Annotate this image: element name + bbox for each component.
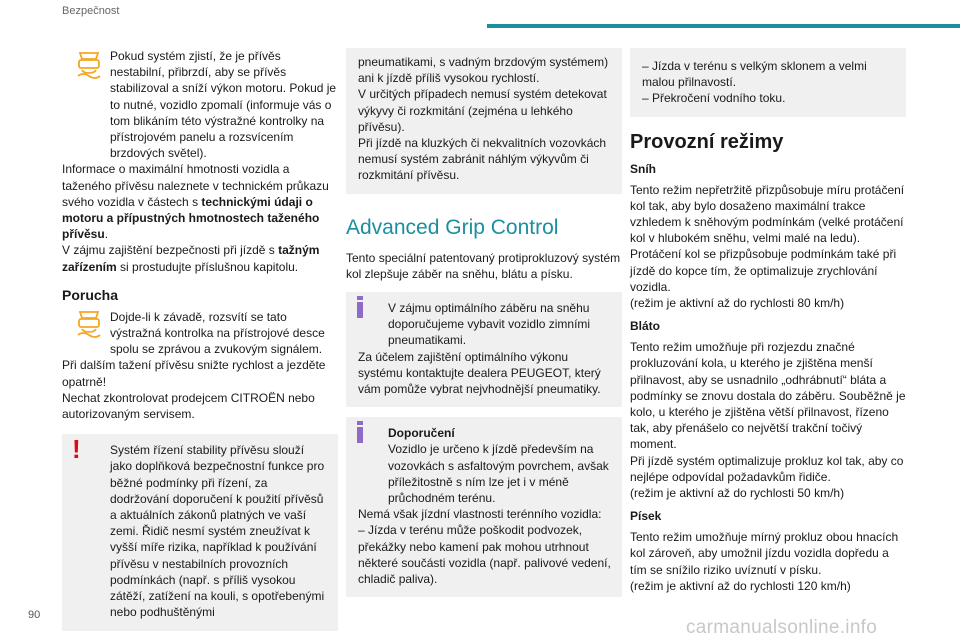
- recommendation-title: Doporučení: [388, 426, 455, 441]
- info-icon: [355, 296, 365, 318]
- fault-block: [62, 309, 338, 422]
- recommendation-text-2: Nemá však jízdní vlastnosti terénního vozidla:: [358, 507, 602, 522]
- fault-text-2: Při dalším tažení přívěsu snižte rychlost a jezděte opatrně!: [62, 358, 326, 389]
- sand-limit: (režim je aktivní až do rychlosti 120 km/h): [630, 578, 851, 593]
- continuation-text-1: pneumatikami, s vadným brzdovým systémem) ani k jízdě příliš vysokou rychlostí.: [358, 55, 609, 86]
- warning-text: Systém řízení stability přívěsu slouží jako doplňková bezpečnostní funkce pro běžné podmínky při řízení, za dodržování doporučení k použití přívěsů a aktuálních zákonů platných ve vaší zemi. Řidič nesmí systém zneužívat k vyšší míře rizika, například k používání přívěsu v nestabilních provozních podmínkách (např. s příliš vysokou zátěží, zatížení na kouli, s opotřebenými nebo podhuštěnými: [110, 443, 325, 620]
- continuation-item-1: – Jízda v terénu s velkým sklonem a velmi malou přilnavostí.: [642, 59, 867, 90]
- warning-box: [62, 434, 338, 630]
- recommendation-text-1: Vozidlo je určeno k jízdě především na vozovkách s asfaltovým povrchem, avšak příležitostně s ním lze jet i v méně průchodném terénu.: [388, 442, 609, 506]
- intro-text: Pokud systém zjistí, že je přívěs nestabilní, přibrzdí, aby se přívěs stabilizoval a sníží výkon motoru. Pokud je to nutné, vozidlo zpomalí (informuje vás o tom blikáním této výstražné kontrolky na přístrojovém panelu a rozsvícením brzdových světel).: [110, 49, 337, 161]
- safety-info: V zájmu zajištění bezpečnosti při jízdě s tažným zařízením si prostudujte příslušnou kapitolu.: [62, 243, 320, 274]
- exclamation-icon: !: [72, 434, 81, 465]
- mud-text-1: Tento režim umožňuje při rozjezdu značné prokluzování kola, u kterého je zjištěna menší přilnavost, aby se usnadnilo „odhrábnutí“ bláta a podmínky se znovu dostala do záběru. Souběžně je kolo, u kterého je zjištěna větší přilnavost, řízeno tak, aby přenášelo co největší trakční točivý moment.: [630, 340, 906, 452]
- continuation-text-2: V určitých případech nemusí systém detekovat výkyvy či rozkmitání (zejména u lehkého přívěsu).: [358, 87, 607, 134]
- continuation-text-3: Při jízdě na kluzkých či nekvalitních vozovkách nemusí systém zabránit náhlým výkyvům či rozkmitání přívěsu.: [358, 136, 607, 183]
- tyres-text-2: Za účelem zajištění optimálního výkonu systému kontaktujte dealera PEUGEOT, který vám pomůže vybrat nejvhodnější pneumatiky.: [358, 349, 601, 397]
- warning-box-continuation: [346, 48, 622, 194]
- fault-text-3: Nechat zkontrolovat prodejcem CITROËN nebo autorizovaným servisem.: [62, 390, 315, 422]
- column-2: [346, 48, 622, 597]
- trailer-intro-block: [62, 48, 338, 161]
- mud-text-2: Při jízdě systém optimalizuje prokluz kol tak, aby co nejlépe odpovídal požadavkům řidiče.: [630, 453, 904, 484]
- page-number: 90: [28, 609, 41, 621]
- info-box-continuation: [630, 48, 906, 117]
- tyres-text-1: V zájmu optimálního záběru na sněhu doporučujeme vybavit vozidlo zimními pneumatikami.: [388, 301, 591, 348]
- trailer-stability-warning-icon: [74, 50, 104, 80]
- fault-text-1: Dojde-li k závadě, rozsvítí se tato výstražná kontrolka na přístrojové desce spolu se zprávou a zvukovým signálem.: [110, 309, 325, 357]
- modes-heading: Provozní režimy: [630, 130, 784, 153]
- grip-heading: Advanced Grip Control: [346, 215, 559, 239]
- info-box-recommendation: [346, 417, 622, 597]
- fault-heading: Porucha: [62, 286, 119, 303]
- recommendation-text-3: – Jízda v terénu může poškodit podvozek, překážky nebo kamení pak mohou utrhnout některé součásti vozidla (např. palivové vedení, chladič paliva).: [358, 523, 611, 587]
- header-accent-bar: [487, 24, 960, 28]
- sand-heading: Písek: [630, 509, 662, 524]
- info-icon: [355, 421, 365, 443]
- section-title: Bezpečnost: [62, 5, 120, 17]
- snow-heading: Sníh: [630, 161, 656, 176]
- snow-text: Tento režim nepřetržitě přizpůsobuje míru protáčení kol tak, aby bylo dosaženo maximální trakce vzhledem k sněhovým podmínkám (velké protáčení kol v hlubokém sněhu, velmi malé na ledu). Protáčení kol se přizpůsobuje podmínkám také při jízdě do kopce tím, že optimalizuje zrychlování vozidla.: [630, 182, 905, 294]
- mud-limit: (režim je aktivní až do rychlosti 50 km/h): [630, 486, 845, 501]
- column-1: [62, 48, 338, 631]
- snow-limit: (režim je aktivní až do rychlosti 80 km/h): [630, 296, 845, 311]
- watermark: carmanualsonline.info: [686, 617, 878, 638]
- continuation-item-2: – Překročení vodního toku.: [642, 91, 786, 106]
- weight-info: Informace o maximální hmotnosti vozidla a taženého přívěsu naleznete v technickém průkazu svého vozidla v částech s technickými údaji o motoru a přípustných hmotnostech taženého přívěsu.: [62, 162, 329, 242]
- sand-text: Tento režim umožňuje mírný prokluz obou hnacích kol zároveň, aby umožnil jízdu vozidla dopředu a tím se snížilo riziko uvíznutí v písku.: [630, 530, 899, 577]
- column-3: [630, 48, 906, 594]
- mud-heading: Bláto: [630, 319, 660, 334]
- grip-intro: Tento speciální patentovaný protiprokluzový systém kol zlepšuje záběr na sněhu, blátu a písku.: [346, 250, 621, 281]
- trailer-stability-warning-icon: [74, 309, 104, 339]
- info-box-tyres: [346, 292, 622, 407]
